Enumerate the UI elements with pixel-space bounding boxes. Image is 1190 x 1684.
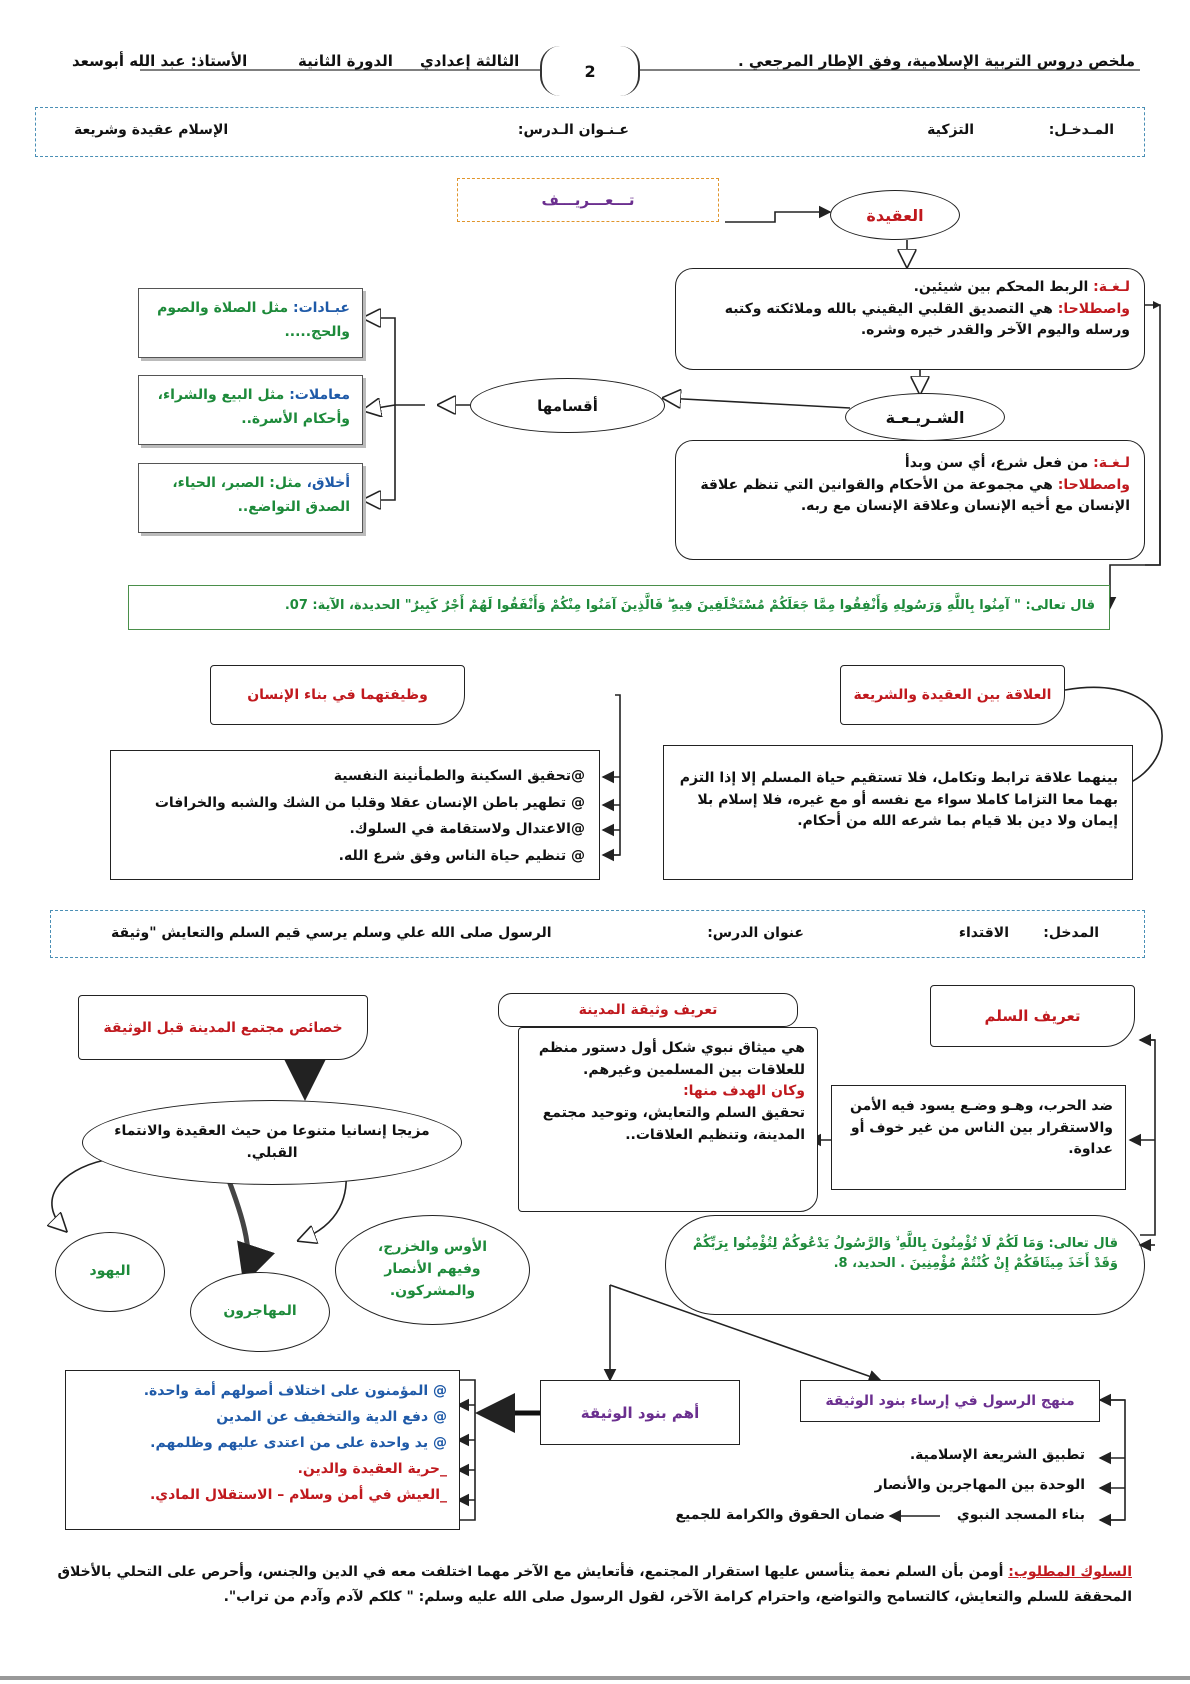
division-ethics-text: مثل: الصبر، الحياء، الصدق التواضع.. [172, 475, 350, 515]
doc-title-text: تعريف وثيقة المدينة [578, 1002, 718, 1018]
group-muhajirun-text: المهاجرون [223, 1303, 297, 1320]
doc-definition: هي ميثاق نبوي شكل أول دستور منظم للعلاقات بين المسلمين وغيرهم. [538, 1040, 805, 1078]
lesson1-entry-value: التزكية [927, 122, 974, 138]
sharia-definition-box [675, 440, 1145, 560]
relation-text: بينهما علاقة ترابط وتكامل، فلا تستقيم حياة المسلم إلا إذا التزم بهما معا التزاما كاملا سواء مع نفسه أو مع غيره، فلا إسلام بلا إيمان ولا دين بلا قيام بما شرعه الله من أحكام. [679, 770, 1118, 830]
behavior-section [42, 1560, 1132, 1609]
function-item: @تحقيق السكينة والطمأنينة النفسية [333, 768, 585, 784]
method-title-text: منهج الرسول في إرساء بنود الوثيقة [825, 1393, 1075, 1409]
page-number: 2 [584, 61, 596, 81]
function-item: @ تنظيم حياة الناس وفق شرع الله. [338, 847, 585, 864]
lesson1-banner [35, 107, 1145, 157]
verse2-box [665, 1215, 1145, 1315]
peace-definition: ضد الحرب، وهـو وضـع يسود فيه الأمن والاستقرار بين الناس من غير خوف أو عداوة. [850, 1098, 1113, 1158]
aqida-lugha: الربط المحكم بين شيئين. [913, 279, 1089, 295]
lesson2-title-value: الرسول صلى الله علي وسلم يرسي قيم السلم والتعايش "وثيقة [111, 925, 552, 941]
group-aws-khazraj-text: الأوس والخزرج، وفيهم الأنصار والمشركون. [377, 1239, 488, 1299]
lesson2-title-label: عنوان الدرس: [707, 925, 804, 941]
verse-label: قال تعالى: [1025, 598, 1095, 613]
doc-definition-box [518, 1027, 818, 1212]
society-title-text: خصائص مجتمع المدينة قبل الوثيقة [103, 1019, 343, 1036]
aqida-definition-box [675, 268, 1145, 370]
clause-item: _العيش في أمن وسلام – الاستقلال المادي. [149, 1486, 447, 1503]
society-title [78, 995, 368, 1060]
verse-text: " آمِنُوا بِاللَّهِ وَرَسُولِهِ وَأَنْفِقُوا مِمَّا جَعَلَكُمْ مُسْتَخْلَفِينَ فِيهِ ۖ فَالَّذِينَ آمَنُوا مِنْكُمْ وَأَنْفَقُوا لَهُمْ أَجْرٌ كَبِيرٌ" الحديدة، الآية: 07. [284, 598, 1021, 613]
lesson1-entry-label: المـدخـل: [1048, 122, 1114, 138]
division-ethics [138, 463, 363, 533]
aqida-label: العقيدة [866, 205, 924, 225]
aqida-istilah-label: واصطلاحا: [1057, 300, 1130, 317]
relation-box [663, 745, 1133, 880]
clauses-title-box [540, 1380, 740, 1445]
clause-item: @ المؤمنون على اختلاف أصولهم أمة واحدة. [143, 1383, 447, 1399]
sharia-label: الشـريـعـة [885, 407, 965, 427]
behavior-text: أومن بأن السلم نعمة يتأسس عليها استقرار المجتمع، فأتعايش مع الآخر مهما اختلفت معه في الدين والجنس، وأحرص على التحلي بالأخلاق المحققة للسلم والتعايش، كالتسامح والتواضع، واحترام كرامة الآخر، لقول الرسول صلى الله عليه وسلم: " كلكم لآدم وآدم من تراب". [57, 1564, 1132, 1605]
peace-definition-box [831, 1085, 1126, 1190]
clauses-box [65, 1370, 460, 1530]
clause-item: @ دفع الدية والتخفيف عن المدين [216, 1408, 447, 1425]
group-aws-khazraj [335, 1215, 530, 1325]
lesson2-entry-label: المدخل: [1043, 925, 1099, 941]
society-description [82, 1100, 462, 1185]
society-description-text: مزيجا إنسانيا متنوعا من حيث العقيدة والانتماء القبلي. [114, 1122, 430, 1161]
aqida-istilah: هي التصديق القلبي اليقيني بالله وملائكته وكتبه ورسله واليوم الآخر والقدر خيره وشره. [724, 300, 1130, 339]
function-item: @ تطهير باطن الإنسان عقلا وقلبا من الشك والشبه والخرافات [154, 794, 585, 811]
verse2-text: قال تعالى: وَمَا لَكُمْ لَا تُؤْمِنُونَ بِاللَّهِ ۙ وَالرَّسُولُ يَدْعُوكُمْ لِتُؤْمِنُوا بِرَبِّكُمْ وَقَدْ أَخَذَ مِيثَاقَكُمْ إِنْ كُنْتُمْ مُؤْمِنِينَ . الحديد، 8. [692, 1236, 1118, 1272]
header-title: ملخص دروس التربية الإسلامية، وفق الإطار المرجعي . [737, 52, 1135, 70]
method-item: ضمان الحقوق والكرامة للجميع [675, 1507, 885, 1523]
doc-goal: تحقيق السلم والتعايش، وتوحيد مجتمع المدينة، وتنظيم العلاقات.. [542, 1105, 805, 1143]
lesson1-title-label: عـنـوان الـدرس: [517, 122, 629, 138]
clause-item: _حرية العقيدة والدين. [297, 1460, 447, 1477]
definition-banner-text: تـــعـــريـــف [541, 191, 635, 209]
method-item: تطبيق الشريعة الإسلامية. [909, 1447, 1085, 1463]
division-worship [138, 288, 363, 358]
verse-box [128, 585, 1110, 630]
functions-box [110, 750, 600, 880]
sharia-node [845, 393, 1005, 441]
sharia-lugha-label: لـغـة: [1093, 455, 1130, 471]
divisions-label: أقسامها [537, 396, 598, 415]
lesson1-title-value: الإسلام عقيدة وشريعة [74, 122, 229, 138]
division-transactions-text: مثل البيع والشراء، وأحكام الأسرة.. [157, 387, 350, 427]
group-jews [55, 1232, 165, 1312]
doc-goal-label: وكان الهدف منها: [683, 1083, 805, 1100]
behavior-label: السلوك المطلوب: [1008, 1564, 1132, 1580]
aqida-node [830, 190, 960, 240]
sharia-istilah-label: واصطلاحا: [1057, 476, 1130, 493]
peace-title [930, 985, 1135, 1047]
division-transactions-label: معاملات: [289, 387, 350, 403]
relation-title-text: العلاقة بين العقيدة والشريعة [853, 687, 1052, 703]
aqida-lugha-label: لـغـة: [1093, 279, 1130, 295]
division-worship-label: عبـادات: [293, 300, 350, 316]
clauses-title-text: أهم بنود الوثيقة [580, 1403, 700, 1422]
group-muhajirun [190, 1272, 330, 1352]
sharia-lugha: من فعل شرع، أي سن وبدأ [904, 455, 1089, 471]
method-item: الوحدة بين المهاجرين والأنصار [874, 1477, 1085, 1493]
division-transactions [138, 375, 363, 445]
divisions-node [470, 378, 665, 433]
division-worship-text: مثل الصلاة والصوم والحج..... [157, 300, 350, 340]
relation-title [840, 665, 1065, 725]
lesson2-entry-value: الاقتداء [958, 925, 1009, 941]
group-jews-text: اليهود [89, 1263, 131, 1280]
header-teacher: الأستاذ: عبد الله أبوسعد [72, 52, 248, 70]
peace-title-text: تعريف السلم [984, 1007, 1081, 1025]
sharia-istilah: هي مجموعة من الأحكام والقوانين التي تنظم علاقة الإنسان مع أخيه الإنسان وعلاقة الإنسان مع ربه. [700, 476, 1130, 515]
function-item: @الاعتدال ولاستقامة في السلوك. [349, 821, 585, 838]
doc-title-scroll [498, 993, 798, 1027]
definition-banner [457, 178, 719, 222]
function-title [210, 665, 465, 725]
header-level: الثالثة إعدادي [420, 52, 520, 70]
function-title-text: وظيفتهما في بناء الإنسان [247, 687, 428, 703]
page-number-bracket [540, 46, 640, 96]
division-ethics-label: أخلاق، [306, 475, 350, 491]
method-item: بناء المسجد النبوي [956, 1507, 1085, 1523]
clause-item: @ يد واحدة على من اعتدى عليهم وظلمهم. [150, 1434, 447, 1451]
lesson2-banner [50, 910, 1145, 958]
method-title-box [800, 1380, 1100, 1422]
header-term: الدورة الثانية [298, 52, 393, 70]
